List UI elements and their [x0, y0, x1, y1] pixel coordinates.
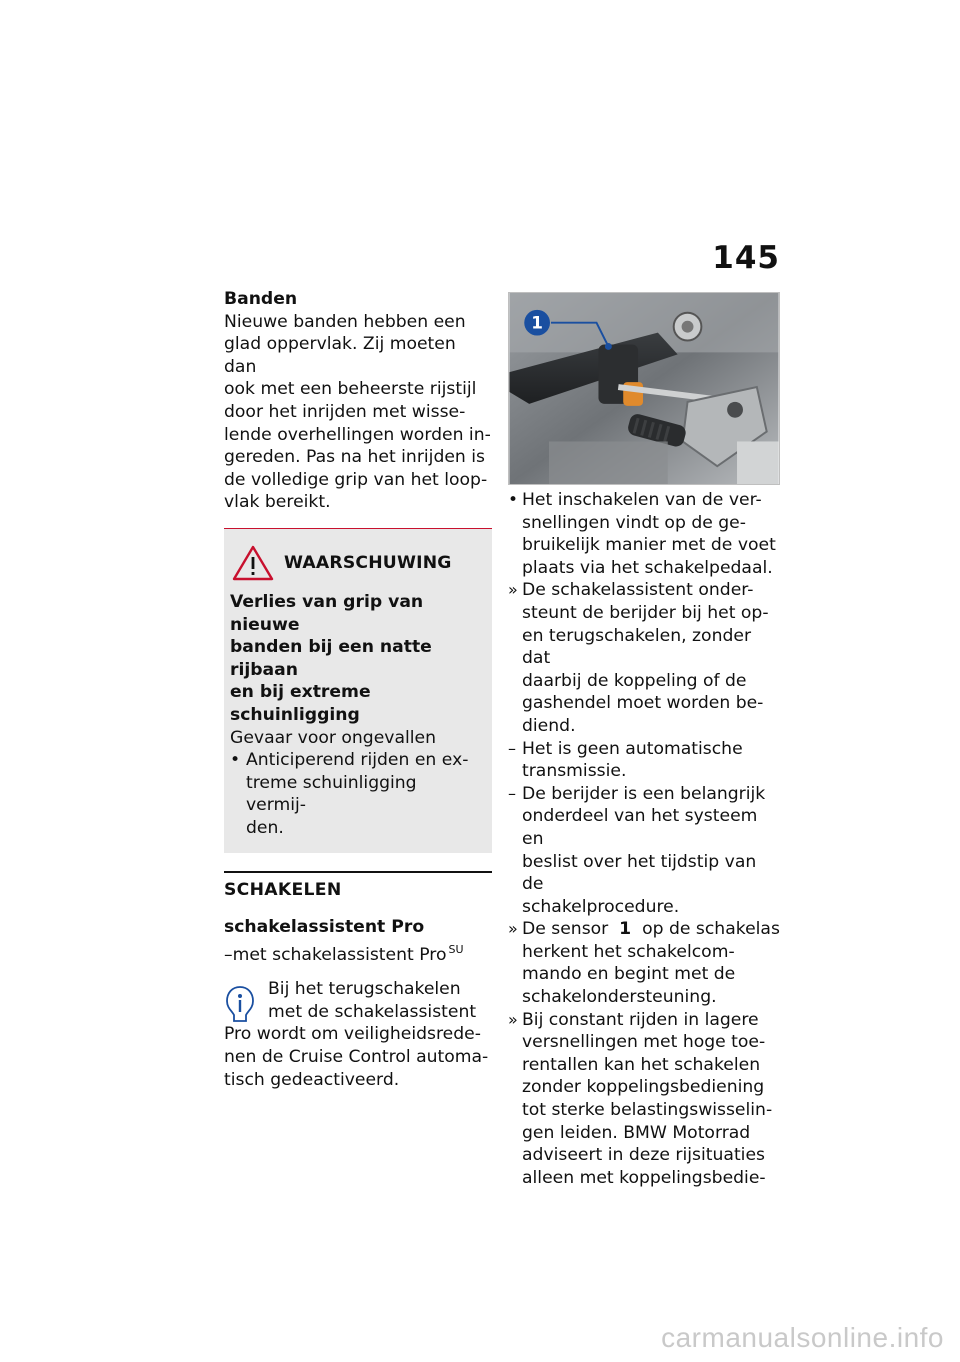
page-number: 145: [712, 240, 780, 276]
text-line: banden bij een natte rijbaan: [230, 637, 432, 680]
text-line: nen de Cruise Control automa-: [224, 1047, 489, 1068]
tires-heading: Banden: [224, 289, 298, 309]
text-line: Verlies van grip van nieuwe: [230, 591, 424, 635]
warning-box: [224, 529, 492, 854]
text-line: [522, 918, 780, 941]
info-note: [224, 978, 492, 1091]
text-line: en terugschakelen, zonder dat: [522, 625, 752, 669]
list-mark: –: [508, 738, 516, 758]
text-line: en bij extreme schuinligging: [230, 682, 371, 725]
text-line: Het is geen automatische: [522, 738, 743, 759]
text-line: alleen met koppelingsbedie-: [522, 1167, 766, 1188]
text-line: Nieuwe banden hebben een: [224, 311, 466, 332]
text-line: mando en begint met de: [522, 964, 736, 985]
text-line: onderdeel van het systeem en: [522, 806, 758, 849]
text-line: lende overhellingen worden in-: [224, 424, 491, 445]
list-item: [508, 918, 780, 1008]
left-column: [224, 288, 492, 1091]
text-line: schakelondersteuning.: [522, 987, 717, 1008]
text-line: diend.: [522, 715, 576, 736]
text-line: treme schuinligging vermij-: [246, 772, 417, 816]
equipment-superscript: SU: [448, 942, 464, 956]
list-mark: •: [508, 490, 519, 510]
text-line: daarbij de koppeling of de: [522, 670, 747, 691]
text-line: tisch gedeactiveerd.: [224, 1069, 400, 1090]
list-item: [508, 489, 780, 579]
text-line: ook met een beheerste rijstijl: [224, 379, 477, 400]
warning-bullet: [230, 749, 482, 839]
text-fragment: op de schakelas: [631, 919, 780, 940]
list-item: [508, 579, 780, 737]
watermark: carmanualsonline.info: [661, 1322, 944, 1353]
list-mark: »: [508, 919, 518, 939]
section-rule: [224, 871, 492, 873]
text-line: glad oppervlak. Zij moeten dan: [224, 334, 456, 377]
text-line: snellingen vindt op de ge-: [522, 512, 746, 533]
warning-header: [230, 543, 482, 583]
list-mark: »: [508, 1009, 518, 1029]
text-line: De schakelassistent onder-: [522, 580, 754, 601]
list-item: [508, 783, 780, 919]
text-line: De berijder is een belangrijk: [522, 783, 766, 804]
text-line: versnellingen met hoge toe-: [522, 1032, 766, 1053]
reference-number: 1: [619, 919, 632, 940]
text-line: herkent het schakelcom-: [522, 941, 735, 962]
text-line: schakelprocedure.: [522, 896, 680, 917]
text-line: rentallen kan het schakelen: [522, 1054, 761, 1075]
bullet-mark: •: [230, 750, 241, 771]
sub-title: schakelassistent Pro: [224, 917, 425, 938]
warning-bold-text: [230, 591, 482, 727]
text-line: den.: [246, 817, 284, 838]
text-line: Pro wordt om veiligheidsrede-: [224, 1024, 481, 1045]
info-icon: [224, 984, 256, 1024]
section-title: SCHAKELEN: [224, 880, 342, 901]
text-line: gereden. Pas na het inrijden is: [224, 447, 486, 468]
text-line: Het inschakelen van de ver-: [522, 490, 762, 510]
text-line: steunt de berijder bij het op-: [522, 602, 769, 623]
text-line: bruikelijk manier met de voet: [522, 535, 776, 556]
text-fragment: De sensor: [522, 919, 620, 940]
tires-paragraph: [224, 311, 492, 514]
warning-triangle-icon: [232, 545, 274, 581]
text-line: beslist over het tijdstip van de: [522, 851, 757, 895]
warning-title: WAARSCHUWING: [284, 552, 452, 573]
text-line: zonder koppelingsbediening: [522, 1077, 765, 1098]
text-line: vlak bereikt.: [224, 492, 331, 513]
text-line: Bij constant rijden in lagere: [522, 1009, 759, 1030]
text-line: de volledige grip van het loop-: [224, 469, 488, 490]
callout-number: 1: [531, 312, 543, 333]
list-item: [508, 738, 780, 783]
procedure-list: [508, 489, 780, 1189]
equipment-text: –met schakelassistent Pro: [224, 944, 447, 965]
text-line: door het inrijden met wisse-: [224, 401, 466, 422]
text-line: transmissie.: [522, 761, 627, 782]
right-column: [508, 292, 780, 1189]
text-line: Anticiperend rijden en ex-: [246, 750, 469, 771]
equipment-line: [224, 939, 492, 967]
text-line: Bij het terugschakelen: [268, 979, 461, 1000]
text-line: adviseert in deze rijsituaties: [522, 1145, 765, 1166]
list-mark: –: [508, 783, 516, 803]
shift-pedal-photo: [508, 292, 780, 485]
text-line: met de schakelassistent: [268, 1001, 477, 1022]
list-item: [508, 1009, 780, 1190]
text-line: gashendel moet worden be-: [522, 693, 764, 714]
text-line: gen leiden. BMW Motorrad: [522, 1122, 751, 1143]
text-line: plaats via het schakelpedaal.: [522, 557, 773, 578]
warning-hazard: Gevaar voor ongevallen: [230, 727, 437, 748]
list-mark: »: [508, 580, 518, 600]
text-line: tot sterke belastingswisselin-: [522, 1100, 773, 1121]
